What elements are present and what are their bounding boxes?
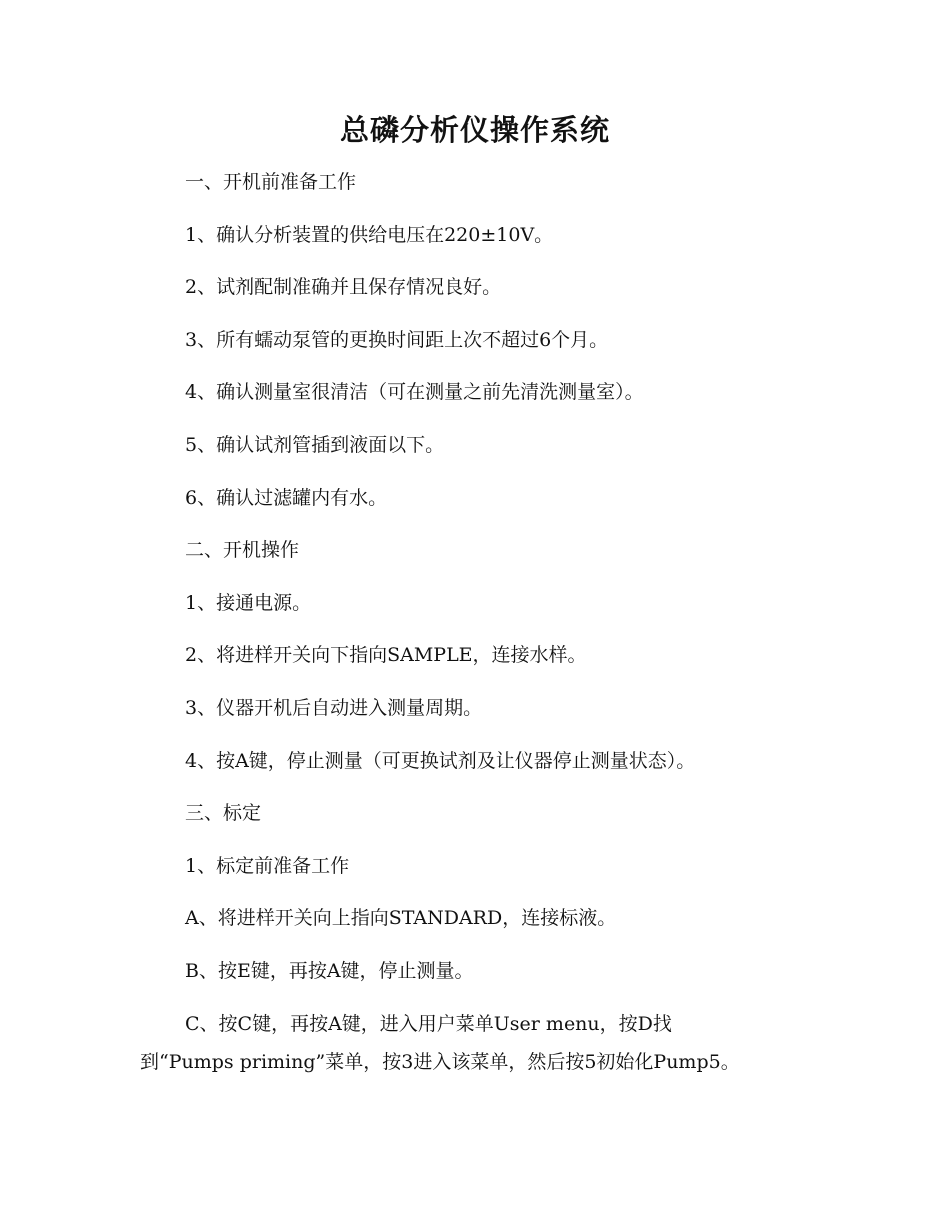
paragraph: 1、确认分析装置的供给电压在220±10V。 [185,223,554,246]
paragraph: 4、按A键，停止测量（可更换试剂及让仪器停止测量状态）。 [185,749,696,772]
document-title: 总磷分析仪操作系统 [339,113,610,147]
paragraph: 2、将进样开关向下指向SAMPLE，连接水样。 [185,644,587,667]
document-body [140,166,800,1081]
paragraph: 1、标定前准备工作 [185,854,350,877]
paragraph: C、按C键，再按A键，进入用户菜单User menu，按D找到“Pumps priming”菜单，按3进入该菜单，然后按5初始化Pump5。 [140,1012,740,1073]
section-heading-1: 一、开机前准备工作 [185,171,357,193]
paragraph: A、将进样开关向上指向STANDARD，连接标液。 [185,907,617,930]
paragraph: 3、所有蠕动泵管的更换时间距上次不超过6个月。 [185,328,609,351]
paragraph: 1、接通电源。 [185,591,312,614]
paragraph: 4、确认测量室很清洁（可在测量之前先清洗测量室）。 [185,381,644,404]
paragraph: 5、确认试剂管插到液面以下。 [185,433,445,456]
paragraph: 2、试剂配制准确并且保存情况良好。 [185,276,502,299]
section-heading-2: 二、开机操作 [185,539,300,562]
paragraph: 6、确认过滤罐内有水。 [185,486,388,509]
paragraph: 3、仪器开机后自动进入测量周期。 [185,696,483,719]
section-heading-3: 三、标定 [185,802,262,825]
paragraph: B、按E键，再按A键，停止测量。 [185,959,474,982]
